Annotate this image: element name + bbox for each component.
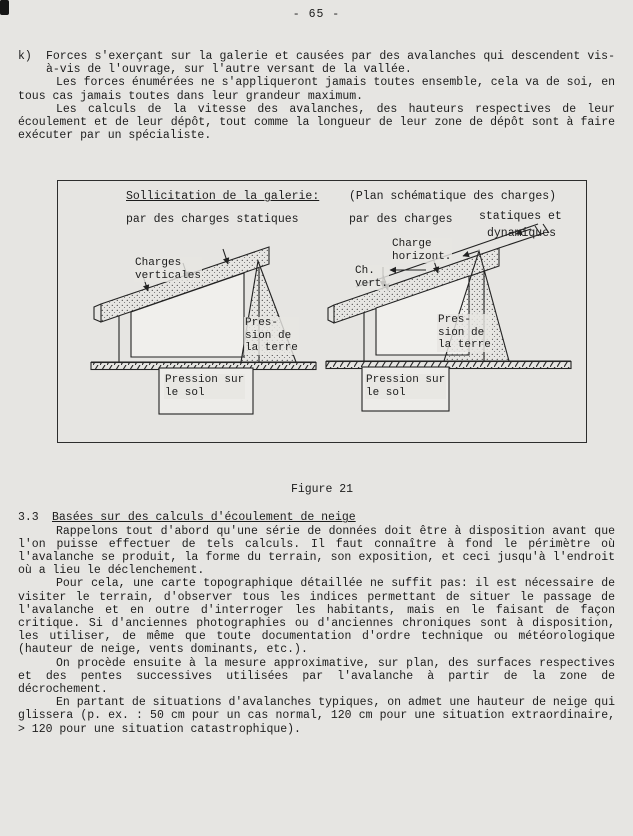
figure-left-subtitle: par des charges statiques — [126, 213, 299, 227]
section-3-3-heading — [18, 511, 615, 524]
figure-right-subtitle: par des charges — [349, 213, 453, 227]
figure-caption: Figure 21 — [290, 483, 354, 497]
figure-right-subtitle2-line2: dynamiques — [487, 227, 557, 241]
label-line: Pression sur — [366, 374, 446, 387]
label-line: Charges — [135, 257, 182, 270]
label-line: sion de — [245, 329, 292, 342]
label-line: verticales — [135, 269, 202, 282]
label-line: le sol — [366, 386, 406, 399]
label-charges-verticales — [134, 257, 202, 282]
label-line: horizont. — [392, 250, 452, 263]
list-item-k — [18, 50, 615, 76]
label-pression-terre-right — [437, 314, 492, 352]
paragraph: Les calculs de la vitesse des avalanches, des hauteurs respectives de leur écoulement et de leur dépôt, tout comme la longueur de leur zone de dépôt sont à faire exécuter par un spécialiste. — [18, 102, 615, 143]
label-line: Pression sur — [165, 374, 245, 387]
list-item-k-label: k) — [18, 50, 32, 63]
label-line: sion de — [438, 326, 485, 339]
paragraph: Rappelons tout d'abord qu'une série de données doit être à disposition avant que l'on puisse effectuer de tels calculs. Il faut connaître à fond le périmètre où l'avalanche se produit, la forme du terrain, son exposition, et ceci jusqu'à l'endroit où a lieu le déclenchement. — [18, 524, 615, 578]
label-charge-horizontale — [391, 238, 452, 263]
label-line: Charge — [392, 238, 432, 251]
list-item-k-text: Forces s'exerçant sur la galerie et causées par des avalanches qui descendent vis-à-vis de l'ouvrage, sur l'autre versant de la vallée. — [46, 50, 615, 77]
label-line: vert. — [355, 277, 389, 290]
label-pression-sol-right — [365, 374, 446, 399]
label-line: la terre — [245, 342, 298, 355]
label-line: le sol — [165, 386, 205, 399]
section-number: 3.3 — [18, 511, 39, 525]
label-line: Pres- — [438, 314, 472, 327]
label-charge-verticale — [354, 265, 389, 290]
page-number: - 65 - — [292, 8, 341, 21]
paragraph: On procède ensuite à la mesure approximative, sur plan, des surfaces respectives et des pentes successives utilisées par l'avalanche à partir de la zone de décrochement. — [18, 656, 615, 697]
paragraph: Pour cela, une carte topographique détaillée ne suffit pas: il est nécessaire de visiter le terrain, d'observer tous les indices permettant de situer le passage de l'avalanche et en outre d'interroger les habitants, mais en le faisant de façon critique. Si d'anciennes photographies ou d'anciennes chroniques sont à disposition, les utiliser, de même que toute documentation d'ordre technique ou météorologique (hauteur de neige, vents dominants, etc.). — [18, 577, 615, 657]
figure-left-title: Sollicitation de la galerie: — [126, 190, 320, 204]
paragraph: En partant de situations d'avalanches typiques, on admet une hauteur de neige qui glissera (p. ex. : 50 cm pour un cas normal, 120 cm pour une situation extraordinaire, > 120 pour une situation catastrophique). — [18, 696, 615, 736]
label-line: Ch. — [355, 265, 375, 278]
figure-21 — [57, 180, 587, 443]
label-line: Pres- — [245, 317, 279, 330]
label-pression-sol-left — [164, 374, 245, 399]
label-line: la terre — [438, 339, 491, 352]
section-title: Basées sur des calculs d'écoulement de neige — [52, 511, 356, 525]
paragraph: Les forces énumérées ne s'appliqueront jamais toutes ensemble, cela va de soi, en tous cas jamais toutes dans leur grandeur maximum. — [18, 76, 615, 103]
label-pression-terre-left — [244, 317, 299, 355]
figure-right-subtitle2-line1: statiques et — [479, 210, 562, 224]
figure-right-title: (Plan schématique des charges) — [349, 190, 557, 204]
